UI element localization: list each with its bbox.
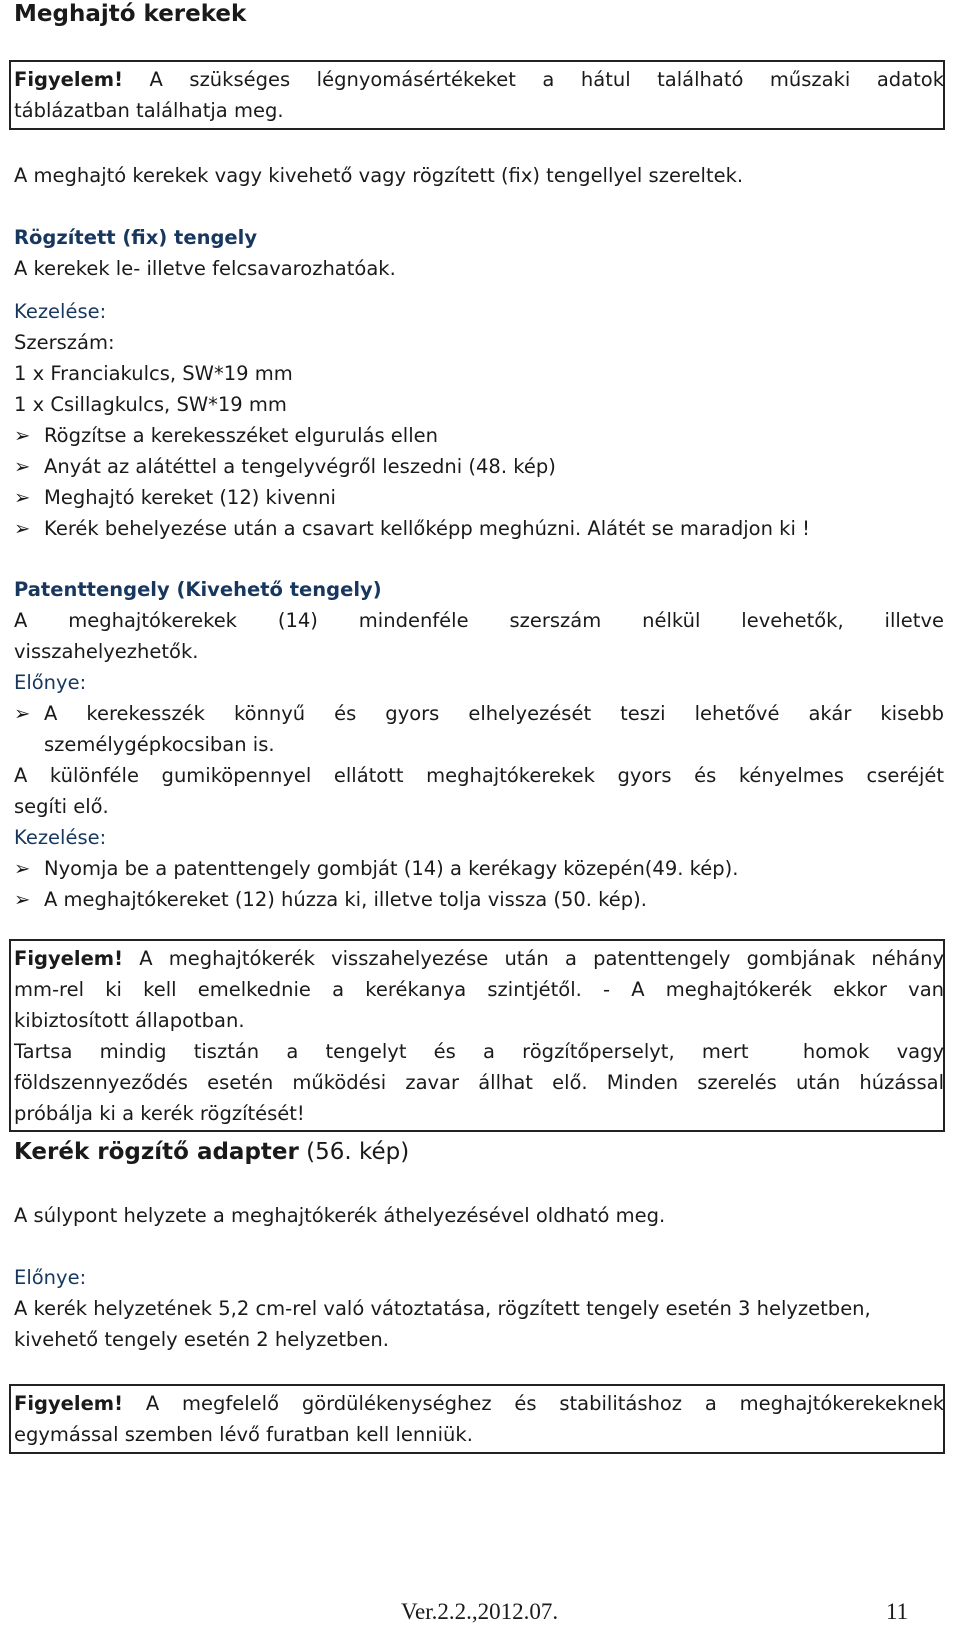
arrow-bullet-icon: ➢ xyxy=(14,486,31,509)
warning-line: próbálja ki a kerék rögzítését! xyxy=(14,1102,305,1125)
subheading: Előnye: xyxy=(14,1266,87,1289)
arrow-bullet-icon: ➢ xyxy=(14,702,31,725)
list-item-text: Kerék behelyezése után a csavart kellőképp meghúzni. Alátét se maradjon ki ! xyxy=(44,517,810,540)
list-item xyxy=(14,420,944,451)
paragraph: A súlypont helyzete a meghajtókerék áthelyezésével oldható meg. xyxy=(14,1204,666,1227)
subheading: Előnye: xyxy=(14,671,87,694)
list-item-text: A kerekesszék könnyű és gyors elhelyezését teszi lehetővé akár kisebb xyxy=(44,702,944,725)
section-heading: Patenttengely (Kivehető tengely) xyxy=(14,578,382,601)
subheading: Kezelése: xyxy=(14,826,107,849)
paragraph: kivehető tengely esetén 2 helyzetben. xyxy=(14,1328,389,1351)
arrow-bullet-icon: ➢ xyxy=(14,455,31,478)
warning-line: táblázatban találhatja meg. xyxy=(14,99,284,122)
list-item-continuation xyxy=(14,729,944,760)
list-item xyxy=(14,853,944,884)
list-item-text: Anyát az alátéttel a tengelyvégről leszedni (48. kép) xyxy=(44,455,556,478)
warning-label: Figyelem! xyxy=(14,1392,124,1415)
warning-label: Figyelem! xyxy=(14,68,124,91)
warning-label: Figyelem! xyxy=(14,947,124,970)
arrow-bullet-icon: ➢ xyxy=(14,424,31,447)
warning-line: egymással szemben lévő furatban kell lenniük. xyxy=(14,1423,473,1446)
list-item xyxy=(14,513,944,544)
tool-item: 1 x Csillagkulcs, SW*19 mm xyxy=(14,393,287,416)
arrow-bullet-icon: ➢ xyxy=(14,517,31,540)
warning-line xyxy=(14,64,944,95)
paragraph: visszahelyezhetők. xyxy=(14,640,199,663)
tool-item: 1 x Franciakulcs, SW*19 mm xyxy=(14,362,293,385)
warning-line: Tartsa mindig tisztán a tengelyt és a rögzítőperselyt, mert homok vagy xyxy=(14,1040,944,1063)
footer-version: Ver.2.2.,2012.07. xyxy=(401,1599,559,1624)
warning-text: A meghajtókerék visszahelyezése után a patenttengely gombjának néhány xyxy=(123,947,944,970)
warning-line xyxy=(14,1388,944,1419)
paragraph: A kerekek le- illetve felcsavarozhatóak. xyxy=(14,257,396,280)
section-heading: Rögzített (fix) tengely xyxy=(14,226,258,249)
paragraph: A különféle gumiköpennyel ellátott meghajtókerekek gyors és kényelmes cseréjét xyxy=(14,764,944,787)
warning-line: mm-rel ki kell emelkednie a kerékanya szintjétől. - A meghajtókerék ekkor van xyxy=(14,978,944,1001)
page-number: 11 xyxy=(886,1599,909,1624)
page-title: Meghajtó kerekek xyxy=(14,1,247,27)
list-item-text: Rögzítse a kerekesszéket elgurulás ellen xyxy=(44,424,438,447)
list-item xyxy=(14,884,944,915)
section-heading xyxy=(14,1136,944,1168)
tools-label: Szerszám: xyxy=(14,331,115,354)
list-item-text: személygépkocsiban is. xyxy=(44,733,275,756)
warning-text: A megfelelő gördülékenységhez és stabilitáshoz a meghajtókerekeknek xyxy=(123,1392,944,1415)
warning-line: kibiztosított állapotban. xyxy=(14,1009,245,1032)
list-item xyxy=(14,482,944,513)
list-item-text: Meghajtó kereket (12) kivenni xyxy=(44,486,336,509)
paragraph: A meghajtókerekek (14) mindenféle szerszám nélkül levehetők, illetve xyxy=(14,609,944,632)
list-item-text: Nyomja be a patenttengely gombját (14) a kerékagy közepén(49. kép). xyxy=(44,857,739,880)
list-item xyxy=(14,451,944,482)
list-item xyxy=(14,698,944,729)
paragraph: segíti elő. xyxy=(14,795,109,818)
arrow-bullet-icon: ➢ xyxy=(14,857,31,880)
arrow-bullet-icon: ➢ xyxy=(14,888,31,911)
list-item-text: A meghajtókereket (12) húzza ki, illetve tolja vissza (50. kép). xyxy=(44,888,647,911)
warning-line xyxy=(14,943,944,974)
warning-text: A szükséges légnyomásértékeket a hátul található műszaki adatok xyxy=(123,68,944,91)
heading-ref: (56. kép) xyxy=(298,1139,410,1165)
warning-line: földszennyeződés esetén működési zavar állhat elő. Minden szerelés után húzással xyxy=(14,1071,944,1094)
intro-text: A meghajtó kerekek vagy kivehető vagy rögzített (fix) tengellyel szereltek. xyxy=(14,164,744,187)
subheading: Kezelése: xyxy=(14,300,107,323)
paragraph: A kerék helyzetének 5,2 cm-rel való vátoztatása, rögzített tengely esetén 3 helyzetben, xyxy=(14,1297,871,1320)
heading-text: Kerék rögzítő adapter xyxy=(14,1139,299,1165)
